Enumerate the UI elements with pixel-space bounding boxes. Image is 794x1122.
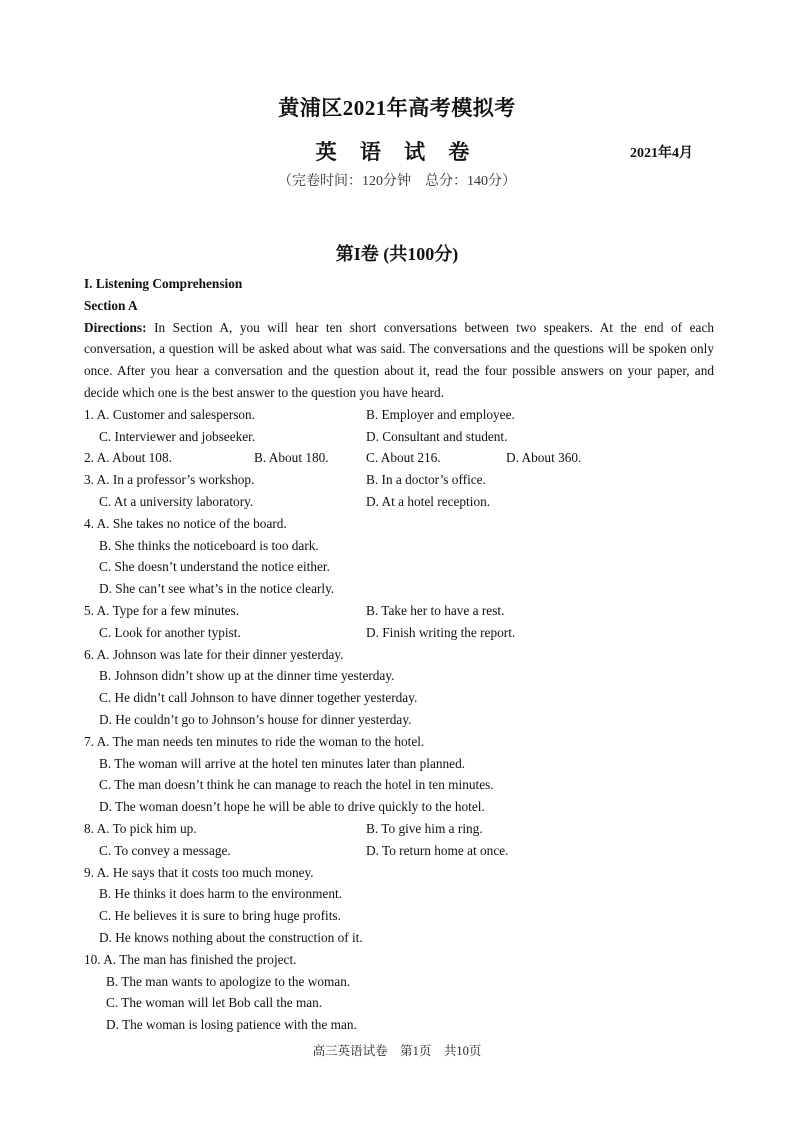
option-b: B. The woman will arrive at the hotel ten minutes later than planned.	[99, 755, 466, 771]
option-b: B. He thinks it does harm to the environment.	[99, 886, 342, 902]
option-b: B. To give him a ring.	[366, 820, 483, 836]
option-c: C. Interviewer and jobseeker.	[99, 428, 256, 444]
question-number: 1.	[84, 406, 94, 422]
option-b: B. In a doctor’s office.	[366, 472, 486, 488]
question-number: 7.	[84, 733, 94, 749]
option-b: B. Employer and employee.	[366, 406, 515, 422]
option-d: D. The woman doesn’t hope he will be able to drive quickly to the hotel.	[99, 799, 485, 815]
option-d: D. He couldn’t go to Johnson’s house for dinner yesterday.	[99, 711, 412, 727]
option-d: D. At a hotel reception.	[366, 493, 491, 509]
question-number: 10.	[84, 951, 101, 967]
option-c: C. The man doesn’t think he can manage to reach the hotel in ten minutes.	[99, 777, 494, 793]
option-a: A. She takes no notice of the board.	[96, 515, 287, 531]
question-number: 2.	[84, 450, 94, 466]
question-9	[84, 862, 714, 884]
question-5	[84, 600, 714, 622]
question-number: 5.	[84, 602, 94, 618]
question-8	[84, 818, 714, 840]
option-a: A. The man has finished the project.	[103, 951, 297, 967]
paper-part-title: 第I卷 (共100分)	[335, 244, 459, 264]
option-d: D. Consultant and student.	[366, 428, 508, 444]
option-c: C. At a university laboratory.	[99, 493, 254, 509]
question-number: 8.	[84, 820, 94, 836]
option-b: B. About 180.	[254, 450, 329, 466]
question-2	[84, 447, 714, 469]
option-d: D. He knows nothing about the construction of it.	[99, 929, 363, 945]
section-heading: I. Listening Comprehension	[84, 276, 243, 291]
listening-section	[84, 273, 714, 1036]
option-c: C. He believes it is sure to bring huge profits.	[99, 908, 341, 924]
question-3	[84, 469, 714, 491]
question-7	[84, 731, 714, 753]
option-b: B. Take her to have a rest.	[366, 602, 505, 618]
page-footer: 高三英语试卷 第1页 共10页	[312, 1044, 482, 1058]
directions-label: Directions:	[84, 319, 147, 335]
option-b: B. The man wants to apologize to the woman.	[106, 973, 351, 989]
option-a: A. About 108.	[96, 450, 172, 466]
exam-title: 黄浦区2021年高考模拟考	[278, 96, 516, 120]
subsection-heading: Section A	[84, 297, 138, 313]
question-10	[84, 949, 714, 971]
option-a: A. In a professor’s workshop.	[96, 472, 255, 488]
option-a: A. Customer and salesperson.	[96, 406, 256, 422]
option-c: C. The woman will let Bob call the man.	[106, 995, 323, 1011]
option-a: A. He says that it costs too much money.	[96, 864, 314, 880]
option-a: A. To pick him up.	[96, 820, 197, 836]
directions-text: In Section A, you will hear ten short conversations between two speakers. At the end of each conversation, a question will be asked about what was said. The conversations and the questions will be spoken only once. After you hear a conversation and the question about it, read the four possible answers on your paper, and decide which one is the best answer to the question you have heard.	[84, 319, 714, 400]
question-4	[84, 513, 714, 535]
question-1	[84, 404, 714, 426]
option-b: B. Johnson didn’t show up at the dinner time yesterday.	[99, 668, 395, 684]
question-number: 9.	[84, 864, 94, 880]
exam-subtitle: 英 语 试 卷	[315, 140, 479, 164]
option-b: B. She thinks the noticeboard is too dark.	[99, 537, 319, 553]
exam-time-score-info: （完卷时间：120分钟 总分：140分）	[278, 174, 516, 189]
question-number: 4.	[84, 515, 94, 531]
option-c: C. To convey a message.	[99, 842, 231, 858]
directions-paragraph	[84, 317, 714, 404]
option-d: D. About 360.	[506, 450, 582, 466]
question-number: 3.	[84, 472, 94, 488]
question-6	[84, 644, 714, 666]
option-d: D. The woman is losing patience with the man.	[106, 1017, 357, 1033]
option-a: A. Johnson was late for their dinner yesterday.	[96, 646, 344, 662]
option-d: D. She can’t see what’s in the notice clearly.	[99, 581, 335, 597]
option-c: C. He didn’t call Johnson to have dinner together yesterday.	[99, 690, 418, 706]
option-c: C. She doesn’t understand the notice either.	[99, 559, 330, 575]
option-a: A. Type for a few minutes.	[96, 602, 240, 618]
option-a: A. The man needs ten minutes to ride the woman to the hotel.	[96, 733, 425, 749]
option-c: C. About 216.	[366, 450, 441, 466]
option-d: D. Finish writing the report.	[366, 624, 516, 640]
option-d: D. To return home at once.	[366, 842, 509, 858]
option-c: C. Look for another typist.	[99, 624, 241, 640]
question-number: 6.	[84, 646, 94, 662]
exam-date: 2021年4月	[630, 146, 693, 161]
